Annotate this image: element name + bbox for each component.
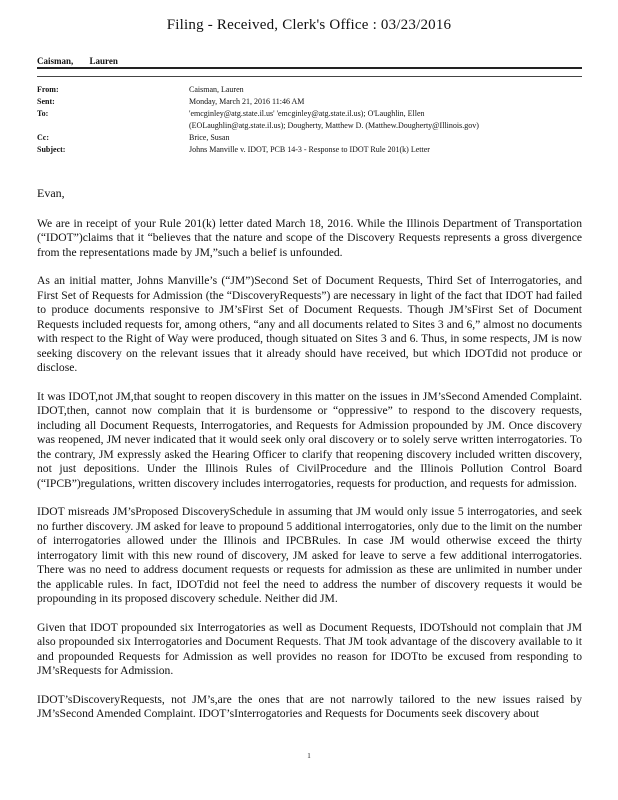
- greeting: Evan,: [37, 186, 65, 200]
- to-recipients-line-2: (EOLaughlin@atg.state.il.us); Dougherty, Matthew D. (Matthew.Dougherty@Illinois.gov): [189, 121, 479, 130]
- cc-value: Brice, Susan: [189, 133, 230, 142]
- sent-value: Monday, March 21, 2016 11:46 AM: [189, 97, 305, 106]
- paragraph-6: IDOT’sDiscoveryRequests, not JM’s,are the ones that are not narrowly tailored to the new issues raised by JM’sSecond Amended Complaint. IDOT’sInterrogatories and Requests for Documents seek discovery about: [37, 692, 582, 720]
- header-divider-thick: [37, 67, 582, 69]
- filing-stamp: Filing - Received, Clerk's Office : 03/23/2016: [166, 17, 452, 33]
- from-value: Caisman, Lauren: [189, 85, 244, 94]
- header-divider-thin: [37, 76, 582, 77]
- paragraph-1: We are in receipt of your Rule 201(k) letter dated March 18, 2016. While the Illinois Department of Transportation (“IDOT”)claims that it “believes that the nature and scope of the Discovery Requests represents a gross divergence from the representations made by JM,”such a belief is unfounded.: [37, 216, 582, 259]
- cc-label: Cc:: [37, 133, 49, 142]
- paragraph-3: It was IDOT,not JM,that sought to reopen discovery in this matter on the issues in JM’sSecond Amended Complaint. IDOT,then, cannot now complain that it is burdensome or “oppressive” to respond to the discovery requests, including all Document Requests, Interrogatories, and Requests for Admission propounded by JM. Once discovery was reopened, JM never indicated that it would seek only oral discovery or to solely serve written interrogatories. To the contrary, JM expressly asked the Hearing Officer to clarify that reopening discovery included written discovery, not just depositions. Under the Illinois Rules of CivilProcedure and the Illinois Pollution Control Board (“IPCB”)regulations, written discovery includes interrogatories, requests for production, and requests for admission.: [37, 389, 582, 490]
- paragraph-2: As an initial matter, Johns Manville’s (“JM”)Second Set of Document Requests, Third Set of Interrogatories, and First Set of Requests for Admission (the “DiscoveryRequests”) are necessary in light of the fact that IDOT had failed to produce documents responsive to JM’sFirst Set of Document Requests. Though JM’sFirst Set of Document Requests included requests for, among others, “any and all documents related to Sites 3 and 6,” almost no documents with respect to the Right of Way were produced, though situated on Sites 3 and 6. Thus, in some respects, JM is now seeking discovery on the relevant issues that it already should have received, but which IDOTdid not produce or disclose.: [37, 274, 582, 374]
- sender-name: Caisman, Lauren: [37, 56, 118, 66]
- page-number: 1: [307, 752, 311, 760]
- to-recipients-line-1: 'emcginley@atg.state.il.us' 'emcginley@atg.state.il.us); O'Laughlin, Ellen: [189, 109, 425, 118]
- from-label: From:: [37, 85, 59, 94]
- to-label: To:: [37, 109, 49, 118]
- sent-label: Sent:: [37, 97, 55, 106]
- paragraph-4: IDOT misreads JM’sProposed DiscoverySchedule in assuming that JM would only issue 5 interrogatories, and seek no further discovery. JM asked for leave to propound 5 additional interrogatories, only due to the limit on the number of interrogatories allowed under the Illinois and IPCBRules. In case JM would otherwise exceed the thirty interrogatory limit with this new round of discovery, JM asked for leave to serve a few additional interrogatories. There was no need to address document requests or requests for admission as these are unlimited in number under the applicable rules. In fact, IDOTdid not feel the need to address the number of discovery requests it would be propounding in its proposed discovery schedule. Neither did JM.: [37, 505, 582, 605]
- email-body: [37, 186, 582, 736]
- subject-value: Johns Manville v. IDOT, PCB 14-3 - Response to IDOT Rule 201(k) Letter: [189, 145, 430, 154]
- paragraph-5: Given that IDOT propounded six Interrogatories as well as Document Requests, IDOTshould not complain that JM also propounded six Interrogatories and Document Requests. That JM took advantage of the discovery available to it and propounded Requests for Admission as well provides no reason for IDOTto be excused from responding to JM’sRequests for Admission.: [37, 620, 582, 677]
- subject-label: Subject:: [37, 145, 66, 154]
